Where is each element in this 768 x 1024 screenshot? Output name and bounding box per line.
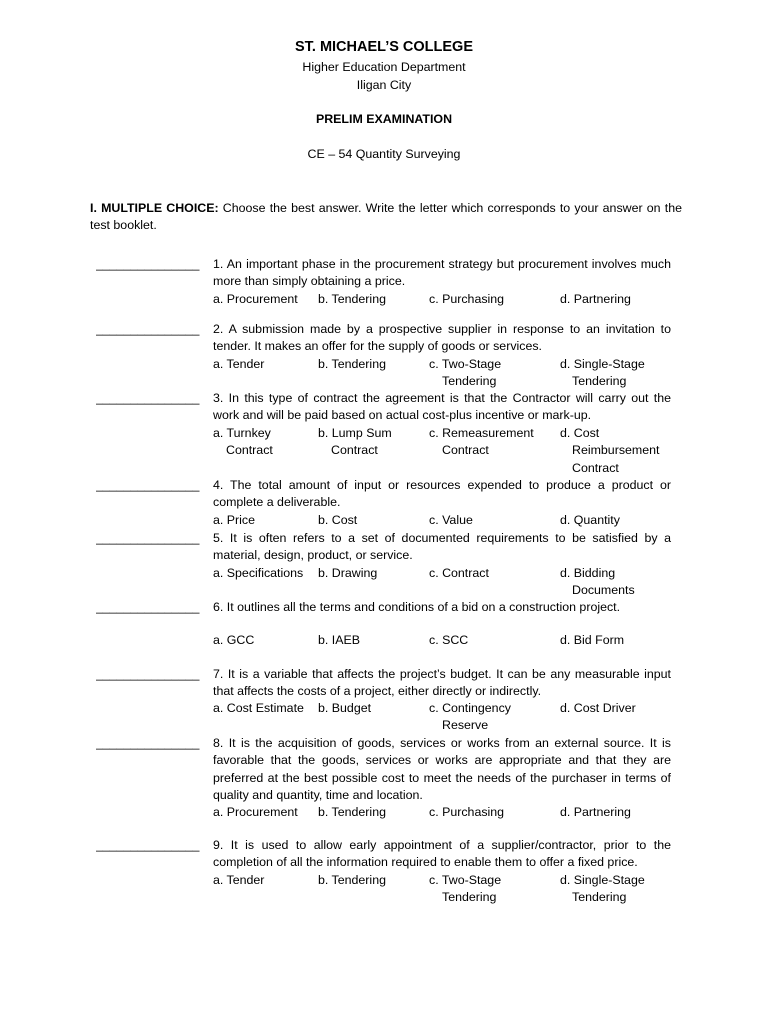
question-stem: 9. It is used to allow early appointment of a supplier/contractor, prior to the completion of all the information required to enable them to offer a fixed price. (213, 838, 671, 870)
choice-a (213, 512, 317, 529)
choice-c (429, 291, 559, 308)
question-stem: 4. The total amount of input or resources expended to produce a product or complete a deliverable. (213, 478, 671, 510)
choice-c (429, 632, 559, 649)
answer-blank[interactable]: _______________ (96, 257, 200, 271)
course-title: CE – 54 Quantity Surveying (307, 147, 461, 161)
choice-text: c. Contingency (429, 701, 511, 715)
choice-text: d. Bidding (560, 566, 616, 580)
choice-text: Reimbursement (572, 443, 660, 458)
question-stem: 6. It outlines all the terms and conditions of a bid on a construction project. (213, 600, 621, 614)
choice-c (429, 872, 559, 907)
choice-d (560, 804, 676, 821)
question-2 (96, 321, 676, 401)
college-name: ST. MICHAEL’S COLLEGE (294, 39, 474, 55)
choice-d (560, 291, 676, 308)
choice-text: Tendering (572, 890, 627, 905)
choice-text: c. Value (429, 513, 473, 527)
choice-text: b. Tendering (318, 805, 386, 819)
choice-text: Contract (572, 460, 619, 475)
choice-text: Reserve (442, 718, 489, 733)
answer-blank[interactable]: _______________ (96, 531, 200, 545)
choice-b (318, 425, 428, 460)
choice-text: d. Single-Stage (560, 357, 645, 371)
answer-blank[interactable]: _______________ (96, 391, 200, 405)
question-stem: 7. It is a variable that affects the project’s budget. It can be any measurable input that affects the costs of a project, either directly or indirectly. (213, 667, 671, 699)
choice-d (560, 565, 676, 600)
choice-text: d. Cost (560, 426, 600, 440)
choice-c (429, 425, 559, 460)
choice-b (318, 632, 428, 649)
choice-text: b. Cost (318, 513, 358, 527)
exam-title: PRELIM EXAMINATION (315, 112, 453, 126)
answer-blank[interactable]: _______________ (96, 322, 200, 336)
choice-text: Tendering (442, 374, 497, 389)
question-stem: 5. It is often refers to a set of documented requirements to be satisfied by a material, design, product, or service. (213, 531, 671, 563)
choice-text: d. Bid Form (560, 633, 625, 647)
choice-c (429, 356, 559, 391)
choice-text: c. SCC (429, 633, 469, 647)
choice-a (213, 872, 317, 889)
answer-blank[interactable]: _______________ (96, 667, 200, 681)
choice-text: d. Single-Stage (560, 873, 645, 887)
choice-text: Tendering (572, 374, 627, 389)
choice-text: a. Tender (213, 357, 265, 371)
choice-b (318, 565, 428, 582)
question-stem: 3. In this type of contract the agreement is that the Contractor will carry out the work and will be paid based on actual cost-plus incentive or mark-up. (213, 391, 671, 423)
choice-d (560, 425, 676, 477)
choice-c (429, 700, 559, 735)
question-3 (96, 390, 676, 475)
choice-text: b. Tendering (318, 357, 386, 371)
choice-text: c. Remeasurement (429, 426, 534, 440)
choice-text: b. Lump Sum (318, 426, 392, 440)
city: Iligan City (356, 78, 412, 92)
choice-c (429, 804, 559, 821)
choice-text: b. Tendering (318, 292, 386, 306)
choice-text: a. Procurement (213, 292, 298, 306)
choice-text: c. Two-Stage (429, 357, 502, 371)
question-stem: 2. A submission made by a prospective supplier in response to an invitation to tender. It makes an offer for the supply of goods or services. (213, 322, 671, 354)
question-stem: 1. An important phase in the procurement strategy but procurement involves much more than simply obtaining a price. (213, 257, 671, 289)
choice-text: a. Cost Estimate (213, 701, 304, 715)
choice-a (213, 632, 317, 649)
choice-text: d. Partnering (560, 805, 631, 819)
choice-text: a. Turnkey (213, 426, 271, 440)
choice-a (213, 700, 317, 717)
question-stem: 8. It is the acquisition of goods, services or works from an external source. It is favorable that the goods, services or works are appropriate and that they are preferred at the best possible cost to meet the needs of the purchaser in terms of quality and quantity, time and location. (213, 736, 671, 803)
choice-text: c. Contract (429, 566, 489, 580)
choice-text: b. Tendering (318, 873, 386, 887)
choice-b (318, 700, 428, 717)
question-9 (96, 837, 676, 917)
choice-b (318, 804, 428, 821)
choice-text: a. Tender (213, 873, 265, 887)
choice-text: b. Budget (318, 701, 372, 715)
section-title: I. MULTIPLE CHOICE: (90, 201, 219, 215)
choice-c (429, 512, 559, 529)
department: Higher Education Department (302, 60, 466, 74)
choice-b (318, 872, 428, 889)
choice-text: a. GCC (213, 633, 255, 647)
choice-text: a. Price (213, 513, 256, 527)
answer-blank[interactable]: _______________ (96, 736, 200, 750)
choice-text: c. Two-Stage (429, 873, 502, 887)
choice-text: c. Purchasing (429, 805, 505, 819)
choice-d (560, 632, 676, 649)
section-instruction (90, 200, 682, 235)
choice-b (318, 291, 428, 308)
choice-a (213, 291, 317, 308)
choice-a (213, 356, 317, 373)
choice-d (560, 356, 676, 391)
instruction-text: Choose the best answer. Write the letter which corresponds to your answer on the test booklet. (90, 201, 682, 233)
question-8 (96, 735, 676, 819)
choice-text: d. Quantity (560, 513, 620, 527)
choice-d (560, 700, 676, 717)
choice-text: a. Specifications (213, 566, 304, 580)
choice-text: b. Drawing (318, 566, 378, 580)
choice-text: b. IAEB (318, 633, 361, 647)
choice-c (429, 565, 559, 582)
choice-a (213, 565, 317, 582)
choice-text: a. Procurement (213, 805, 298, 819)
choice-a (213, 804, 317, 821)
answer-blank[interactable]: _______________ (96, 478, 200, 492)
choice-text: d. Cost Driver (560, 701, 636, 715)
answer-blank[interactable]: _______________ (96, 600, 200, 614)
choice-d (560, 872, 676, 907)
choice-text: Tendering (442, 890, 497, 905)
choice-b (318, 512, 428, 529)
question-5 (96, 530, 676, 610)
choice-a (213, 425, 317, 460)
choice-text: Contract (331, 443, 378, 458)
question-7 (96, 666, 676, 746)
choice-text: Documents (572, 583, 635, 598)
choice-text: Contract (226, 443, 273, 458)
answer-blank[interactable]: _______________ (96, 838, 200, 852)
choice-d (560, 512, 676, 529)
choice-text: d. Partnering (560, 292, 631, 306)
choice-text: Contract (442, 443, 489, 458)
choice-b (318, 356, 428, 373)
choice-text: c. Purchasing (429, 292, 505, 306)
